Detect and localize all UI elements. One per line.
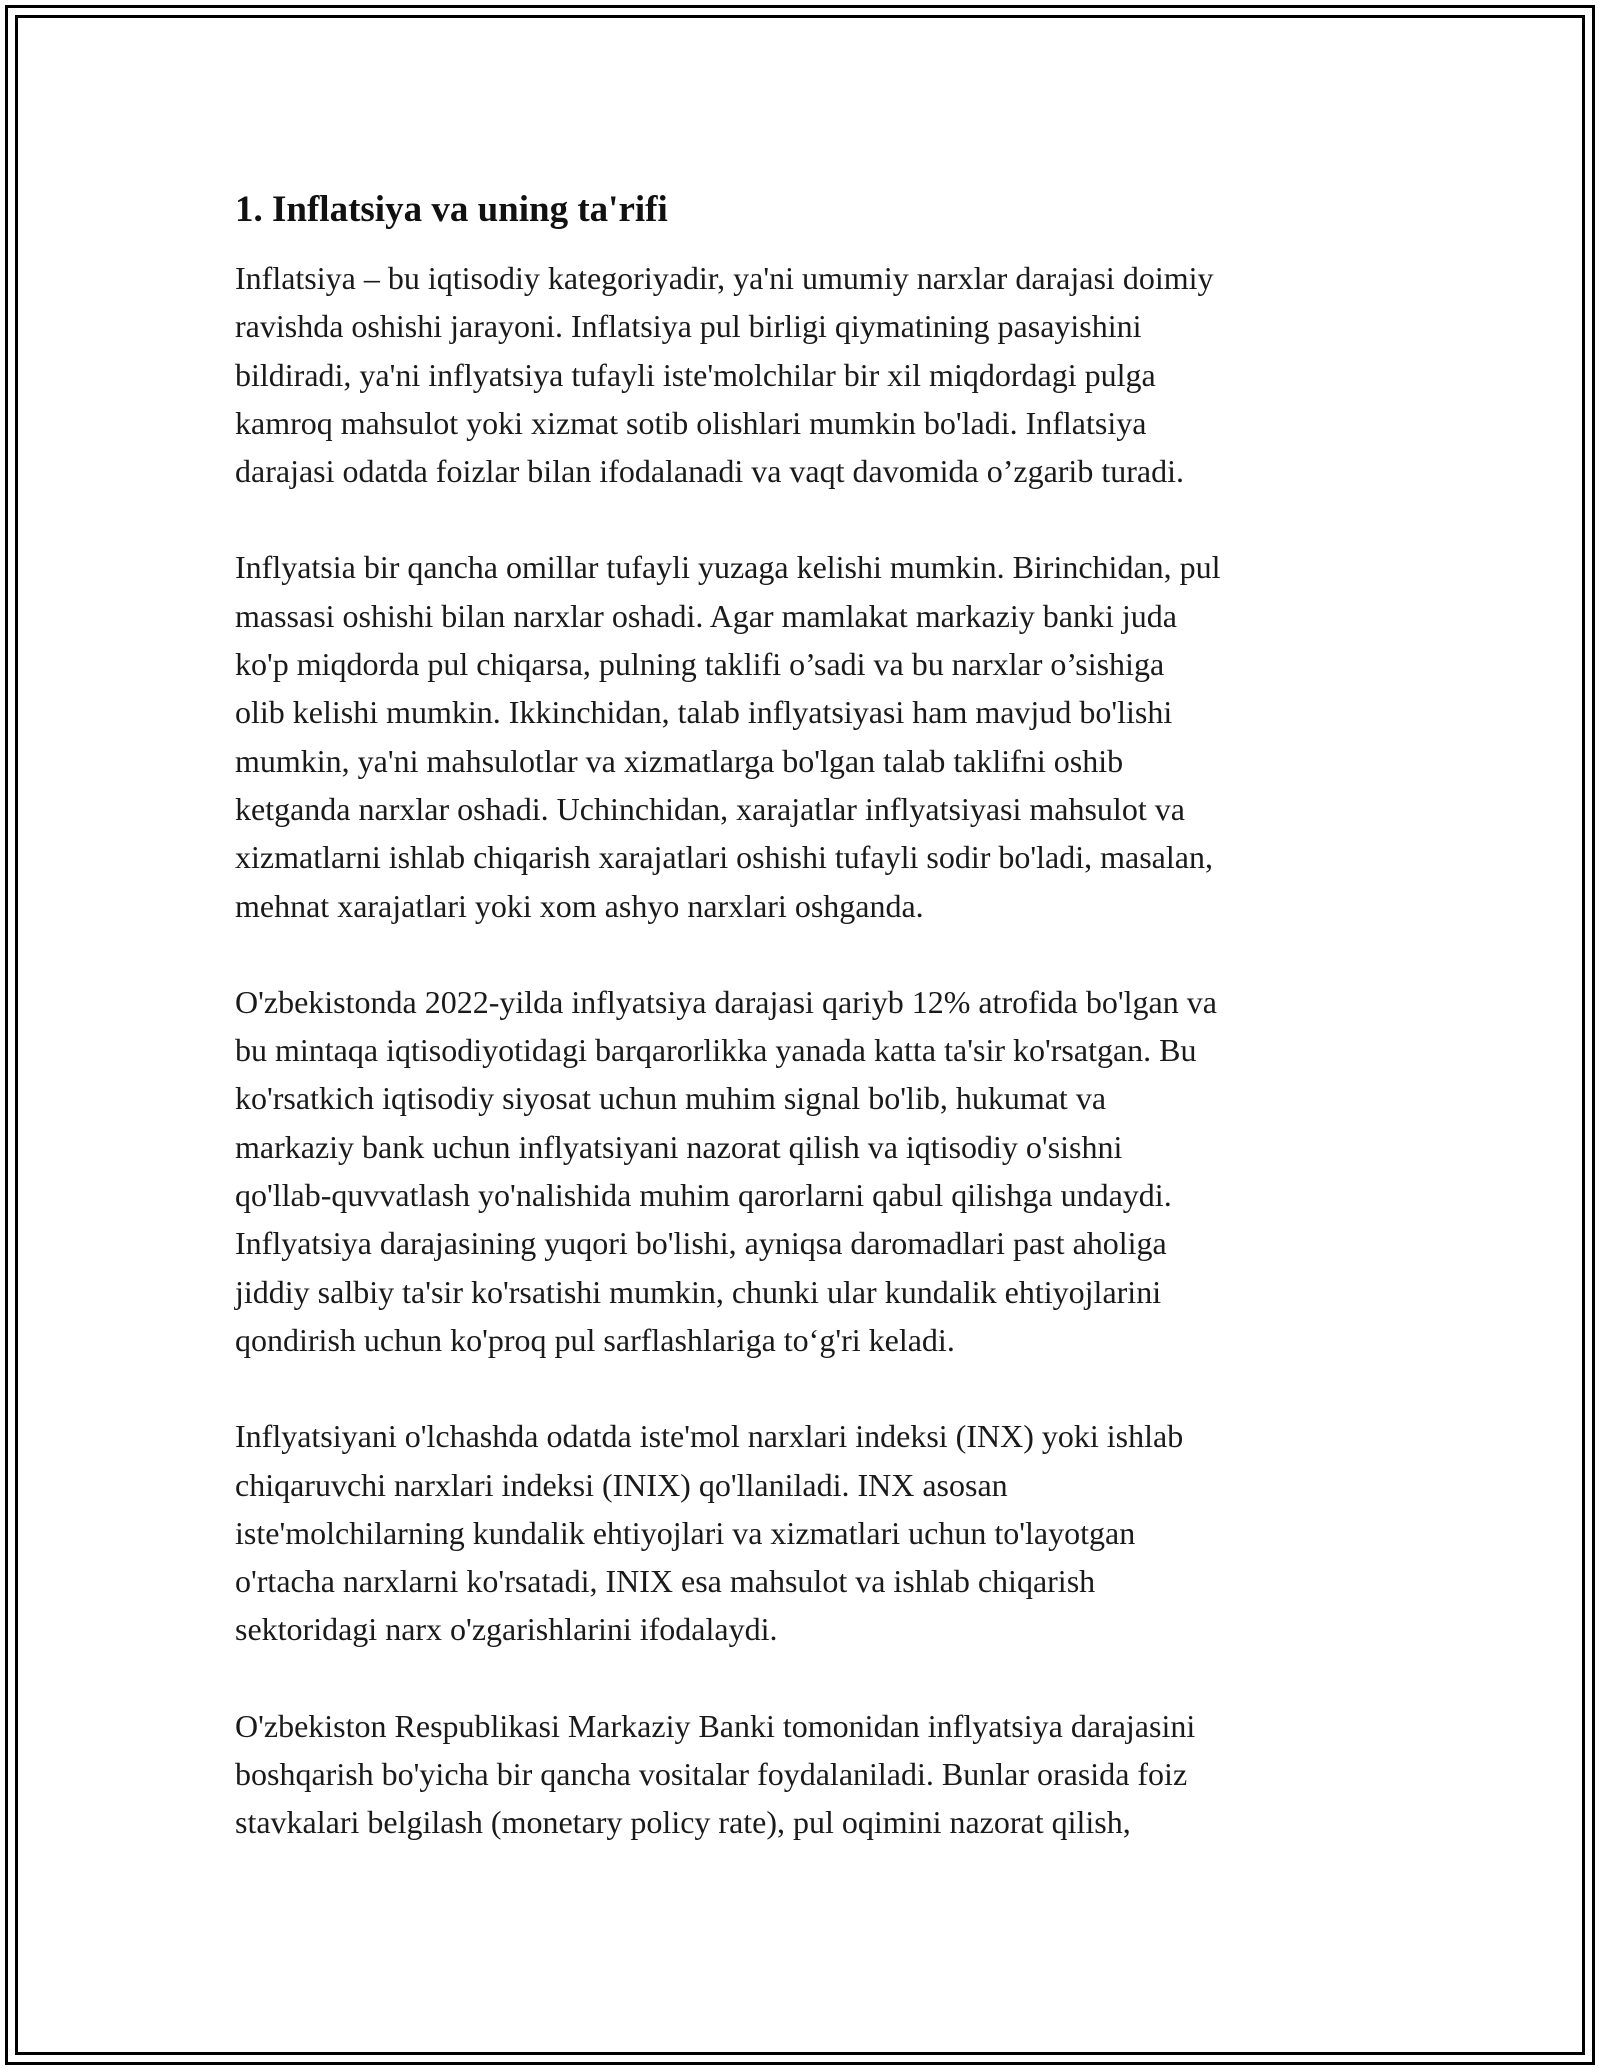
text-line: mumkin, ya'ni mahsulotlar va xizmatlarga bo'lgan talab taklifni oshib — [235, 742, 1124, 779]
text-line: O'zbekistonda 2022-yilda inflyatsiya darajasi qariyb 12% atrofida bo'lgan va — [235, 983, 1217, 1020]
text-line: sektoridagi narx o'zgarishlarini ifodalaydi. — [235, 1611, 778, 1648]
paragraph-measurement — [235, 1412, 1375, 1653]
text-line: bu mintaqa iqtisodiyotidagi barqarorlikka yanada katta ta'sir ko'rsatgan. Bu — [235, 1032, 1197, 1069]
text-line: jiddiy salbiy ta'sir ko'rsatishi mumkin, chunki ular kundalik ehtiyojlarini — [235, 1273, 1162, 1310]
paragraph-central-bank — [235, 1702, 1375, 1847]
text-line: Inflyatsiya darajasining yuqori bo'lishi, ayniqsa daromadlari past aholiga — [235, 1225, 1167, 1262]
text-line: Inflyatsia bir qancha omillar tufayli yuzaga kelishi mumkin. Birinchidan, pul — [235, 549, 1221, 586]
text-line: iste'molchilarning kundalik ehtiyojlari va xizmatlari uchun to'layotgan — [235, 1514, 1136, 1551]
text-line: xizmatlarni ishlab chiqarish xarajatlari oshishi tufayli sodir bo'ladi, masalan, — [235, 839, 1213, 876]
text-line: ko'p miqdorda pul chiqarsa, pulning taklifi o’sadi va bu narxlar o’sishiga — [235, 646, 1165, 683]
paragraph-definition — [235, 254, 1375, 495]
section-heading: 1. Inflatsiya va uning ta'rifi — [235, 189, 668, 230]
text-line: kamroq mahsulot yoki xizmat sotib olishlari mumkin bo'ladi. Inflatsiya — [235, 404, 1147, 441]
text-line: o'rtacha narxlarni ko'rsatadi, INIX esa mahsulot va ishlab chiqarish — [235, 1563, 1096, 1600]
text-line: chiqaruvchi narxlari indeksi (INIX) qo'llaniladi. INX asosan — [235, 1466, 1008, 1503]
document-body — [235, 188, 1375, 1895]
text-line: bildiradi, ya'ni inflyatsiya tufayli iste'molchilar bir xil miqdordagi pulga — [235, 356, 1156, 393]
text-line: qondirish uchun ko'proq pul sarflashlariga to‘g'ri keladi. — [235, 1321, 955, 1358]
text-line: O'zbekiston Respublikasi Markaziy Banki tomonidan inflyatsiya darajasini — [235, 1707, 1196, 1744]
text-line: ketganda narxlar oshadi. Uchinchidan, xarajatlar inflyatsiyasi mahsulot va — [235, 790, 1185, 827]
text-line: markaziy bank uchun inflyatsiyani nazorat qilish va iqtisodiy o'sishni — [235, 1128, 1123, 1165]
text-line: ko'rsatkich iqtisodiy siyosat uchun muhim signal bo'lib, hukumat va — [235, 1080, 1107, 1117]
text-line: mehnat xarajatlari yoki xom ashyo narxlari oshganda. — [235, 887, 924, 924]
text-line: Inflatsiya – bu iqtisodiy kategoriyadir, ya'ni umumiy narxlar darajasi doimiy — [235, 260, 1214, 296]
paragraph-causes — [235, 543, 1375, 929]
text-line: massasi oshishi bilan narxlar oshadi. Agar mamlakat markaziy banki juda — [235, 597, 1177, 634]
text-line: olib kelishi mumkin. Ikkinchidan, talab inflyatsiyasi ham mavjud bo'lishi — [235, 694, 1173, 731]
text-line: Inflyatsiyani o'lchashda odatda iste'mol narxlari indeksi (INX) yoki ishlab — [235, 1418, 1184, 1455]
text-line: qo'llab-quvvatlash yo'nalishida muhim qarorlarni qabul qilishga undaydi. — [235, 1177, 1172, 1214]
text-line: ravishda oshishi jarayoni. Inflatsiya pul birligi qiymatining pasayishini — [235, 308, 1142, 345]
text-line: darajasi odatda foizlar bilan ifodalanadi va vaqt davomida o’zgarib turadi. — [235, 453, 1184, 490]
paragraph-uzbekistan-2022 — [235, 978, 1375, 1364]
text-line: stavkalari belgilash (monetary policy rate), pul oqimini nazorat qilish, — [235, 1804, 1131, 1841]
text-line: boshqarish bo'yicha bir qancha vositalar foydalaniladi. Bunlar orasida foiz — [235, 1756, 1188, 1793]
